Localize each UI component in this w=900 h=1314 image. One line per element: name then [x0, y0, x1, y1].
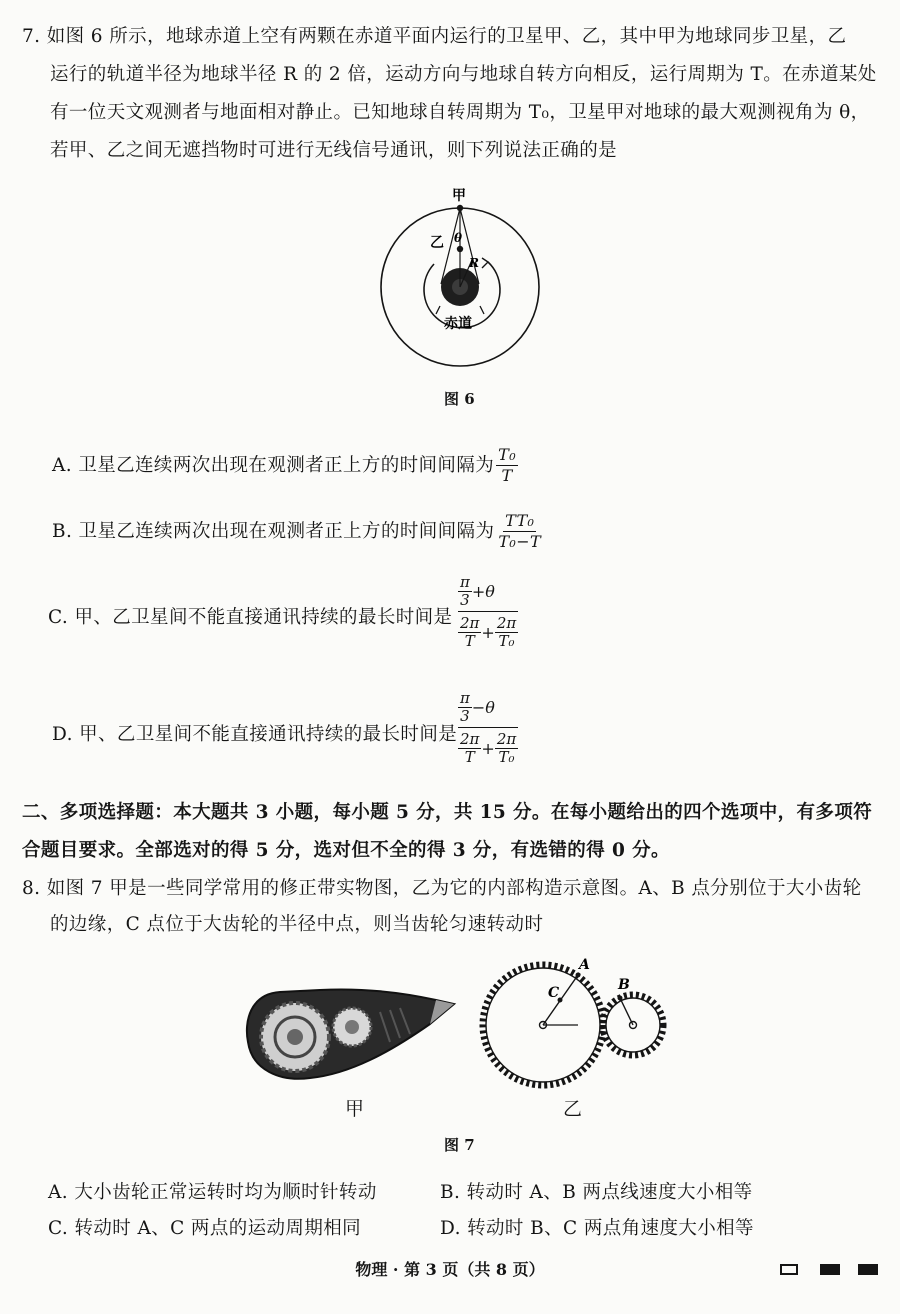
q7-option-c-rest: +θ	[471, 581, 495, 601]
section-2-heading-line-2: 合题目要求。全部选对的得 5 分，选对但不全的得 3 分，有选错的得 0 分。	[22, 840, 670, 861]
q8-option-b: B. 转动时 A、B 两点线速度大小相等	[440, 1182, 753, 1203]
q7-option-d-b1n: 2π	[460, 730, 480, 748]
q7-option-b	[52, 512, 543, 552]
label-yi: 乙	[430, 235, 444, 251]
label-A: A	[579, 957, 590, 973]
satellite-jia	[457, 205, 463, 211]
q7-option-b-num: TT₀	[503, 512, 536, 532]
footer-solid-square-1	[820, 1264, 840, 1275]
label-equator: 赤道	[444, 316, 472, 332]
q8-option-d: D. 转动时 B、C 两点角速度大小相等	[440, 1218, 754, 1239]
orbit-yi-arrow	[482, 258, 488, 268]
q7-option-c-pi: π	[460, 573, 470, 591]
q7-option-a-fraction	[496, 446, 518, 486]
point-B	[618, 996, 623, 1001]
figure-7-label-yi: 乙	[563, 1098, 583, 1120]
footer-solid-square-2	[858, 1264, 878, 1275]
q7-option-b-den: T₀−T	[498, 532, 542, 552]
q7-stem-line-2: 运行的轨道半径为地球半径 R 的 2 倍，运动方向与地球自转方向相反，运行周期为 T。在赤道某处	[50, 64, 877, 85]
q7-option-a	[52, 446, 518, 486]
q7-option-a-den: T	[501, 466, 513, 486]
q7-stem-line-4: 若甲、乙之间无遮挡物时可进行无线信号通讯，则下列说法正确的是	[50, 140, 618, 161]
q7-option-c-plus: +	[481, 622, 495, 642]
q8-option-c: C. 转动时 A、C 两点的运动周期相同	[48, 1218, 362, 1239]
q7-option-d-b2n: 2π	[496, 730, 517, 748]
satellite-yi	[457, 246, 463, 252]
tape-big-gear-hub	[287, 1029, 303, 1045]
q7-stem-line-1: 7. 如图 6 所示，地球赤道上空有两颗在赤道平面内运行的卫星甲、乙，其中甲为地球同步卫星，乙	[22, 26, 847, 47]
figure-7-label-jia: 甲	[345, 1098, 365, 1120]
label-C: C	[548, 985, 560, 1001]
label-jia: 甲	[452, 188, 466, 204]
q7-option-c-fraction	[458, 574, 518, 649]
q7-option-c-b2d: T₀	[498, 631, 515, 650]
figure-6-orbits	[370, 182, 550, 382]
q8-option-a: A. 大小齿轮正常运转时均为顺时针转动	[48, 1182, 377, 1203]
q8-stem-line-1: 8. 如图 7 甲是一些同学常用的修正带实物图，乙为它的内部构造示意图。A、B 点分别位于大小齿轮	[22, 878, 862, 899]
q7-stem-line-3: 有一位天文观测者与地面相对静止。已知地球自转周期为 T₀，卫星甲对地球的最大观测视角为 θ，	[50, 102, 870, 123]
label-theta: θ	[454, 231, 463, 245]
label-R: R	[469, 256, 479, 270]
page-footer: 物理 · 第 3 页（共 8 页）	[355, 1260, 545, 1279]
section-2-heading-line-1: 二、多项选择题：本大题共 3 小题，每小题 5 分，共 15 分。在每小题给出的四个选项中，有多项符	[22, 802, 873, 823]
tape-small-gear-hub	[345, 1020, 359, 1034]
q7-option-c-b2n: 2π	[496, 614, 517, 632]
figure-7-caption: 图 7	[444, 1136, 475, 1154]
q7-option-b-fraction	[496, 512, 543, 552]
point-A	[576, 973, 581, 978]
q7-option-d-rest: −θ	[471, 697, 495, 717]
q7-option-d-text: D. 甲、乙卫星间不能直接通讯持续的最长时间是	[52, 724, 458, 745]
q7-option-c-3: 3	[460, 590, 470, 609]
q7-option-d-plus: +	[481, 738, 495, 758]
figure-7-gear-schematic	[478, 955, 678, 1095]
q7-option-c-b1n: 2π	[460, 614, 480, 632]
figure-6-caption: 图 6	[444, 390, 475, 408]
q7-option-b-text: B. 卫星乙连续两次出现在观测者正上方的时间间隔为	[52, 520, 495, 542]
q7-option-d-3: 3	[460, 706, 470, 725]
q7-option-d-fraction	[458, 690, 518, 765]
q7-option-d-pi: π	[460, 689, 470, 707]
label-B: B	[618, 977, 630, 993]
radius-to-B	[620, 998, 633, 1025]
q7-option-c-b1d: T	[464, 631, 475, 650]
equator-marker	[436, 306, 484, 314]
q7-option-a-text: A. 卫星乙连续两次出现在观测者正上方的时间间隔为	[52, 454, 495, 476]
q7-option-c-text: C. 甲、乙卫星间不能直接通讯持续的最长时间是	[48, 607, 453, 628]
q7-option-a-num: T₀	[496, 446, 518, 466]
q7-option-d-b1d: T	[464, 747, 475, 766]
figure-7-correction-tape	[240, 982, 460, 1092]
q8-stem-line-2: 的边缘，C 点位于大齿轮的半径中点，则当齿轮匀速转动时	[50, 914, 544, 935]
q7-option-d-b2d: T₀	[498, 747, 515, 766]
footer-hollow-square	[780, 1264, 798, 1275]
